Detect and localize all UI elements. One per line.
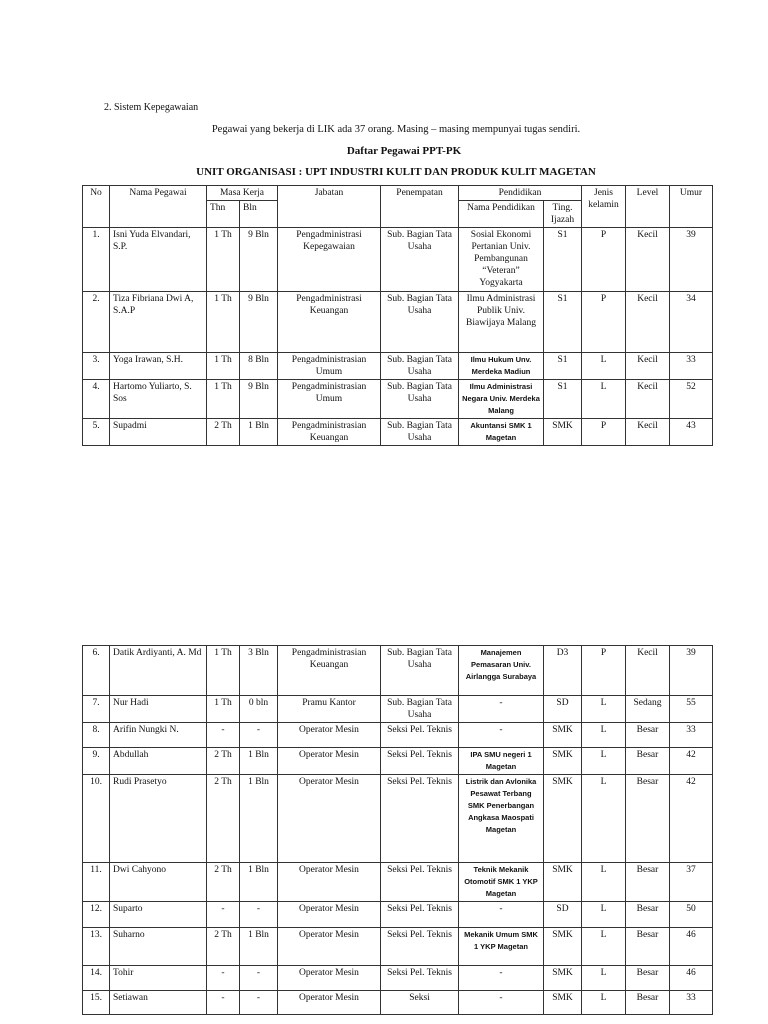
- cell-no: 10.: [83, 775, 110, 863]
- cell-jenis-kelamin: L: [582, 748, 626, 775]
- cell-bln: 1 Bln: [240, 748, 278, 775]
- cell-umur: 46: [670, 928, 713, 966]
- cell-level: Kecil: [626, 292, 670, 353]
- cell-no: 11.: [83, 863, 110, 902]
- cell-thn: 2 Th: [207, 928, 240, 966]
- cell-bln: 1 Bln: [240, 928, 278, 966]
- cell-thn: -: [207, 723, 240, 748]
- cell-ijazah: S1: [544, 353, 582, 380]
- cell-bln: 3 Bln: [240, 646, 278, 696]
- cell-umur: 39: [670, 646, 713, 696]
- cell-umur: 55: [670, 696, 713, 723]
- header-jenis-kelamin: Jenis kelamin: [582, 186, 626, 228]
- cell-no: 4.: [83, 380, 110, 419]
- section-heading: 2. Sistem Kepegawaian: [104, 102, 199, 113]
- cell-level: Besar: [626, 928, 670, 966]
- cell-pendidikan: Akuntansi SMK 1 Magetan: [459, 419, 544, 446]
- header-penempatan: Penempatan: [381, 186, 459, 228]
- cell-ijazah: SMK: [544, 723, 582, 748]
- cell-nama: Tiza Fibriana Dwi A, S.A.P: [110, 292, 207, 353]
- cell-thn: 2 Th: [207, 775, 240, 863]
- cell-no: 5.: [83, 419, 110, 446]
- cell-jabatan: Operator Mesin: [278, 775, 381, 863]
- cell-umur: 39: [670, 228, 713, 292]
- cell-bln: 1 Bln: [240, 419, 278, 446]
- header-ting-ijazah: Ting. Ijazah: [544, 201, 582, 228]
- cell-no: 15.: [83, 991, 110, 1015]
- cell-ijazah: SMK: [544, 966, 582, 991]
- cell-pendidikan: Manajemen Pemasaran Univ. Airlangga Surabaya: [459, 646, 544, 696]
- cell-penempatan: Sub. Bagian Tata Usaha: [381, 353, 459, 380]
- cell-pendidikan: -: [459, 966, 544, 991]
- cell-thn: 1 Th: [207, 696, 240, 723]
- cell-nama: Suharno: [110, 928, 207, 966]
- cell-umur: 37: [670, 863, 713, 902]
- cell-thn: 2 Th: [207, 419, 240, 446]
- cell-no: 12.: [83, 902, 110, 928]
- cell-nama: Rudi Prasetyo: [110, 775, 207, 863]
- table-row: [83, 863, 713, 902]
- cell-thn: 2 Th: [207, 863, 240, 902]
- cell-thn: -: [207, 966, 240, 991]
- cell-level: Kecil: [626, 353, 670, 380]
- table-row: [83, 419, 713, 446]
- cell-thn: 1 Th: [207, 380, 240, 419]
- cell-pendidikan: Ilmu Hukum Unv. Merdeka Madiun: [459, 353, 544, 380]
- cell-pendidikan: -: [459, 991, 544, 1015]
- header-bln: Bln: [240, 201, 278, 228]
- cell-jabatan: Pengadministrasi Kepegawaian: [278, 228, 381, 292]
- header-pendidikan: Pendidikan: [459, 186, 582, 201]
- cell-jenis-kelamin: P: [582, 228, 626, 292]
- cell-nama: Arifin Nungki N.: [110, 723, 207, 748]
- cell-no: 3.: [83, 353, 110, 380]
- cell-penempatan: Seksi: [381, 991, 459, 1015]
- cell-thn: -: [207, 991, 240, 1015]
- cell-jabatan: Pramu Kantor: [278, 696, 381, 723]
- cell-level: Kecil: [626, 646, 670, 696]
- cell-nama: Abdullah: [110, 748, 207, 775]
- table-row: [83, 902, 713, 928]
- cell-jabatan: Operator Mesin: [278, 723, 381, 748]
- cell-pendidikan: Teknik Mekanik Otomotif SMK 1 YKP Magetan: [459, 863, 544, 902]
- cell-umur: 46: [670, 966, 713, 991]
- cell-umur: 43: [670, 419, 713, 446]
- cell-thn: 1 Th: [207, 646, 240, 696]
- cell-jenis-kelamin: L: [582, 723, 626, 748]
- cell-jenis-kelamin: L: [582, 902, 626, 928]
- cell-jenis-kelamin: L: [582, 991, 626, 1015]
- cell-pendidikan: -: [459, 696, 544, 723]
- cell-ijazah: S1: [544, 228, 582, 292]
- cell-ijazah: SMK: [544, 863, 582, 902]
- cell-level: Besar: [626, 902, 670, 928]
- cell-jenis-kelamin: L: [582, 696, 626, 723]
- cell-thn: 1 Th: [207, 353, 240, 380]
- cell-no: 2.: [83, 292, 110, 353]
- cell-thn: 1 Th: [207, 228, 240, 292]
- cell-nama: Suparto: [110, 902, 207, 928]
- cell-level: Kecil: [626, 228, 670, 292]
- cell-level: Kecil: [626, 419, 670, 446]
- cell-jenis-kelamin: L: [582, 966, 626, 991]
- header-no: No: [83, 186, 110, 228]
- cell-no: 8.: [83, 723, 110, 748]
- cell-penempatan: Sub. Bagian Tata Usaha: [381, 646, 459, 696]
- cell-penempatan: Sub. Bagian Tata Usaha: [381, 419, 459, 446]
- employee-table-page2: [82, 645, 713, 1015]
- cell-ijazah: S1: [544, 292, 582, 353]
- cell-jabatan: Operator Mesin: [278, 748, 381, 775]
- cell-umur: 34: [670, 292, 713, 353]
- document-title: Daftar Pegawai PPT-PK: [346, 145, 462, 157]
- cell-umur: 42: [670, 775, 713, 863]
- header-nama-pendidikan: Nama Pendidikan: [459, 201, 544, 228]
- cell-umur: 33: [670, 353, 713, 380]
- table-row: [83, 292, 713, 353]
- cell-bln: 9 Bln: [240, 228, 278, 292]
- intro-paragraph: Pegawai yang bekerja di LIK ada 37 orang. Masing – masing mempunyai tugas sendiri.: [211, 124, 581, 135]
- cell-no: 7.: [83, 696, 110, 723]
- cell-penempatan: Sub. Bagian Tata Usaha: [381, 228, 459, 292]
- cell-bln: 9 Bln: [240, 380, 278, 419]
- cell-jenis-kelamin: P: [582, 419, 626, 446]
- cell-jabatan: Pengadministrasian Umum: [278, 353, 381, 380]
- cell-pendidikan: IPA SMU negeri 1 Magetan: [459, 748, 544, 775]
- cell-penempatan: Seksi Pel. Teknis: [381, 902, 459, 928]
- cell-penempatan: Seksi Pel. Teknis: [381, 775, 459, 863]
- table-row: [83, 353, 713, 380]
- cell-thn: 1 Th: [207, 292, 240, 353]
- unit-title: UNIT ORGANISASI : UPT INDUSTRI KULIT DAN PRODUK KULIT MAGETAN: [196, 166, 596, 178]
- table-row: [83, 696, 713, 723]
- cell-penempatan: Sub. Bagian Tata Usaha: [381, 292, 459, 353]
- header-nama: Nama Pegawai: [110, 186, 207, 228]
- table-row: [83, 380, 713, 419]
- cell-jabatan: Operator Mesin: [278, 863, 381, 902]
- cell-nama: Yoga Irawan, S.H.: [110, 353, 207, 380]
- cell-jenis-kelamin: P: [582, 292, 626, 353]
- cell-ijazah: SD: [544, 696, 582, 723]
- cell-umur: 33: [670, 723, 713, 748]
- cell-penempatan: Sub. Bagian Tata Usaha: [381, 380, 459, 419]
- cell-ijazah: SMK: [544, 775, 582, 863]
- cell-pendidikan: Ilmu Administrasi Publik Univ. Biawijaya Malang: [459, 292, 544, 353]
- cell-pendidikan: Sosial Ekonomi Pertanian Univ. Pembangunan “Veteran” Yogyakarta: [459, 228, 544, 292]
- cell-ijazah: D3: [544, 646, 582, 696]
- cell-nama: Setiawan: [110, 991, 207, 1015]
- cell-penempatan: Seksi Pel. Teknis: [381, 966, 459, 991]
- table-row: [83, 991, 713, 1015]
- cell-thn: -: [207, 902, 240, 928]
- cell-bln: 1 Bln: [240, 863, 278, 902]
- cell-umur: 52: [670, 380, 713, 419]
- table-row: [83, 928, 713, 966]
- cell-level: Besar: [626, 991, 670, 1015]
- cell-jabatan: Pengadministrasi Keuangan: [278, 292, 381, 353]
- cell-level: Sedang: [626, 696, 670, 723]
- header-thn: Thn: [207, 201, 240, 228]
- cell-jenis-kelamin: L: [582, 863, 626, 902]
- cell-no: 13.: [83, 928, 110, 966]
- cell-nama: Hartomo Yuliarto, S. Sos: [110, 380, 207, 419]
- cell-level: Besar: [626, 863, 670, 902]
- cell-ijazah: SMK: [544, 419, 582, 446]
- cell-pendidikan: Ilmu Administrasi Negara Univ. Merdeka Malang: [459, 380, 544, 419]
- cell-umur: 42: [670, 748, 713, 775]
- table-row: [83, 228, 713, 292]
- cell-bln: -: [240, 966, 278, 991]
- cell-ijazah: SMK: [544, 928, 582, 966]
- header-masa-kerja: Masa Kerja: [207, 186, 278, 201]
- cell-level: Besar: [626, 748, 670, 775]
- cell-ijazah: S1: [544, 380, 582, 419]
- cell-bln: 1 Bln: [240, 775, 278, 863]
- cell-jabatan: Pengadministrasian Keuangan: [278, 419, 381, 446]
- cell-no: 9.: [83, 748, 110, 775]
- cell-nama: Nur Hadi: [110, 696, 207, 723]
- cell-jabatan: Pengadministrasian Umum: [278, 380, 381, 419]
- table-row: [83, 646, 713, 696]
- table-row: [83, 966, 713, 991]
- cell-ijazah: SMK: [544, 748, 582, 775]
- cell-umur: 50: [670, 902, 713, 928]
- cell-jenis-kelamin: L: [582, 775, 626, 863]
- table-row: [83, 775, 713, 863]
- cell-jenis-kelamin: L: [582, 380, 626, 419]
- table-row: [83, 723, 713, 748]
- cell-nama: Dwi Cahyono: [110, 863, 207, 902]
- cell-level: Besar: [626, 966, 670, 991]
- cell-bln: -: [240, 991, 278, 1015]
- cell-no: 1.: [83, 228, 110, 292]
- cell-jabatan: Operator Mesin: [278, 991, 381, 1015]
- header-row: [83, 186, 713, 201]
- cell-penempatan: Seksi Pel. Teknis: [381, 863, 459, 902]
- cell-bln: -: [240, 902, 278, 928]
- cell-jabatan: Operator Mesin: [278, 966, 381, 991]
- cell-nama: Supadmi: [110, 419, 207, 446]
- cell-penempatan: Sub. Bagian Tata Usaha: [381, 696, 459, 723]
- cell-nama: Datik Ardiyanti, A. Md: [110, 646, 207, 696]
- employee-table-page1: [82, 185, 713, 446]
- cell-penempatan: Seksi Pel. Teknis: [381, 928, 459, 966]
- cell-level: Kecil: [626, 380, 670, 419]
- cell-penempatan: Seksi Pel. Teknis: [381, 723, 459, 748]
- cell-jenis-kelamin: L: [582, 353, 626, 380]
- header-umur: Umur: [670, 186, 713, 228]
- cell-nama: Isni Yuda Elvandari, S.P.: [110, 228, 207, 292]
- cell-pendidikan: Mekanik Umum SMK 1 YKP Magetan: [459, 928, 544, 966]
- cell-level: Besar: [626, 775, 670, 863]
- table-row: [83, 748, 713, 775]
- cell-umur: 33: [670, 991, 713, 1015]
- cell-penempatan: Seksi Pel. Teknis: [381, 748, 459, 775]
- header-jabatan: Jabatan: [278, 186, 381, 228]
- cell-bln: 9 Bln: [240, 292, 278, 353]
- cell-jabatan: Operator Mesin: [278, 928, 381, 966]
- cell-pendidikan: Listrik dan Avlonika Pesawat Terbang SMK Penerbangan Angkasa Maospati Magetan: [459, 775, 544, 863]
- cell-bln: 8 Bln: [240, 353, 278, 380]
- header-level: Level: [626, 186, 670, 228]
- cell-ijazah: SMK: [544, 991, 582, 1015]
- cell-jenis-kelamin: P: [582, 646, 626, 696]
- cell-thn: 2 Th: [207, 748, 240, 775]
- cell-jenis-kelamin: L: [582, 928, 626, 966]
- cell-bln: 0 bln: [240, 696, 278, 723]
- cell-jabatan: Pengadministrasian Keuangan: [278, 646, 381, 696]
- cell-pendidikan: -: [459, 723, 544, 748]
- cell-no: 14.: [83, 966, 110, 991]
- cell-no: 6.: [83, 646, 110, 696]
- cell-jabatan: Operator Mesin: [278, 902, 381, 928]
- cell-level: Besar: [626, 723, 670, 748]
- cell-bln: -: [240, 723, 278, 748]
- cell-nama: Tohir: [110, 966, 207, 991]
- cell-ijazah: SD: [544, 902, 582, 928]
- cell-pendidikan: -: [459, 902, 544, 928]
